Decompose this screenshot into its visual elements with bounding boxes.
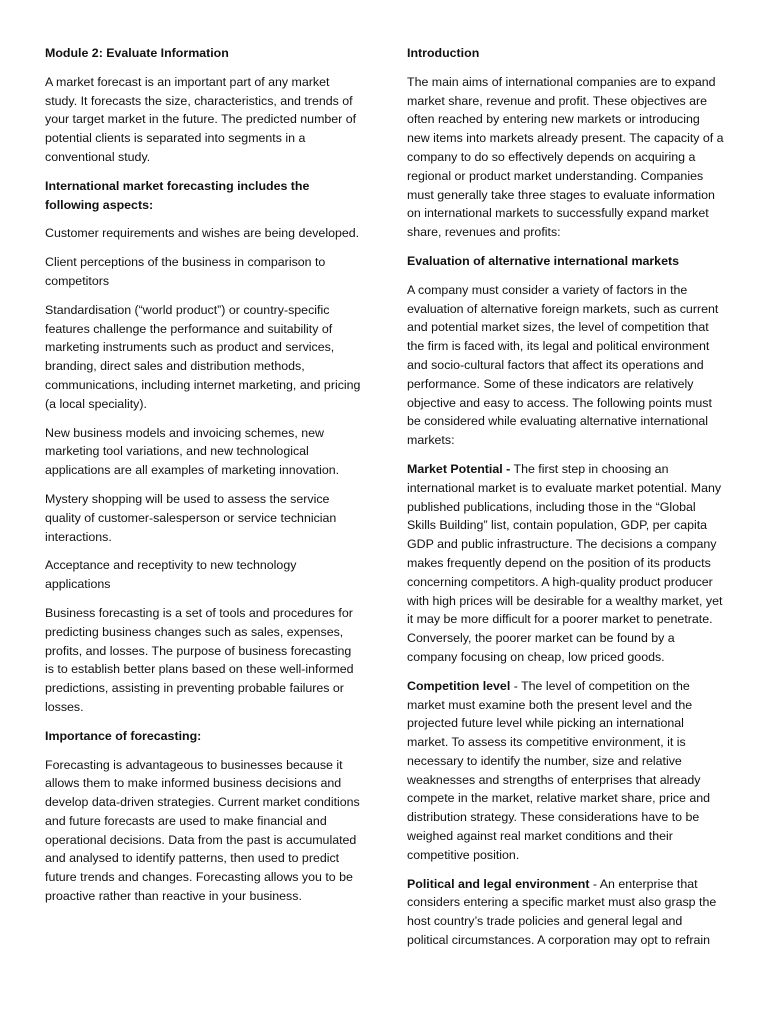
political-paragraph <box>407 875 725 950</box>
aspects-heading: International market forecasting includes the following aspects: <box>45 178 310 212</box>
evaluation-paragraph: A company must consider a variety of factors in the evaluation of alternative foreign markets, such as current and potential market sizes, the level of competition that the firm is faced with, its legal and political environment and socio-cultural factors that affect its operations and performance. Some of these indicators are relatively objective and easy to access. The following points must be considered while evaluating alternative international markets: <box>407 282 719 448</box>
aspect-item: Acceptance and receptivity to new technology applications <box>45 558 297 592</box>
introduction-paragraph: The main aims of international companies are to expand market share, revenue and profit. These objectives are often reached by entering new markets or introducing new items into markets already present. The capacity of a company to do so effectively depends on acquiring a regional or product market understanding. Companies must generally take three stages to evaluate information on international markets to successfully expand market share, revenues and profits: <box>407 74 724 240</box>
aspect-item: Client perceptions of the business in comparison to competitors <box>45 255 326 288</box>
competition-paragraph <box>407 677 725 865</box>
aspect-item: Customer requirements and wishes are being developed. <box>45 226 360 241</box>
intro-paragraph: A market forecast is an important part of any market study. It forecasts the size, characteristics, and trends of your target market in the future. The predicted number of potential clients is separated into segments in a conventional study. <box>45 74 357 164</box>
market-potential-paragraph <box>407 460 725 667</box>
introduction-heading: Introduction <box>407 46 480 60</box>
aspect-item: Standardisation (“world product”) or country-specific features challenge the performance and suitability of marketing instruments such as product and services, branding, direct sales and distribution methods, communications, including internet marketing, and pricing (a local speciality). <box>45 302 361 411</box>
right-column <box>407 44 725 1024</box>
left-column <box>45 44 362 1024</box>
political-label: Political and legal environment <box>407 876 590 891</box>
market-potential-label: Market Potential - <box>407 461 511 476</box>
evaluation-heading: Evaluation of alternative international markets <box>407 253 679 268</box>
aspect-item: Mystery shopping will be used to assess the service quality of customer-salesperson or service technician interactions. <box>45 491 337 544</box>
competition-label: Competition level <box>407 678 511 693</box>
importance-heading: Importance of forecasting: <box>45 728 202 743</box>
business-forecasting-paragraph: Business forecasting is a set of tools and procedures for predicting business changes such as sales, expenses, profits, and losses. The purpose of business forecasting is to establish better plans based on these well-informed predictions, assisting in preventing probable failures or losses. <box>45 605 354 714</box>
aspect-item: New business models and invoicing schemes, new marketing tool variations, and new technological applications are all examples of marketing innovation. <box>45 425 340 478</box>
market-potential-text: The first step in choosing an international market is to evaluate market potential. Many published publications, including those in the “Global Skills Building” list, contain population, GDP, per capita GDP and public infrastructure. The decisions a company makes frequently depend on the position of its products concerning competitors. A high-quality product producer with high prices will be desirable for a wealthy market, yet it may be more difficult for a poorer market to penetrate. Conversely, the poorer market can be found by a company focusing on cheap, low priced goods. <box>407 461 723 664</box>
module-title: Module 2: Evaluate Information <box>45 46 229 60</box>
political-text: - An enterprise that considers entering a specific market must also grasp the host country’s trade policies and general legal and political circumstances. A corporation may opt to refrain <box>407 876 717 948</box>
competition-text: - The level of competition on the market must examine both the present level and the projected future level while picking an international market. To assess its competitive environment, it is necessary to identify the number, size and relative weaknesses and strengths of enterprises that already compete in the market, relative market share, price and distribution strategy. These considerations have to be weighed against real market conditions and their competitive position. <box>407 678 711 862</box>
importance-paragraph: Forecasting is advantageous to businesses because it allows them to make informed business decisions and develop data-driven strategies. Current market conditions and future forecasts are used to make financial and operational decisions. Data from the past is accumulated and analysed to identify patterns, then used to predict future trends and changes. Forecasting allows you to be proactive rather than reactive in your business. <box>45 757 360 904</box>
